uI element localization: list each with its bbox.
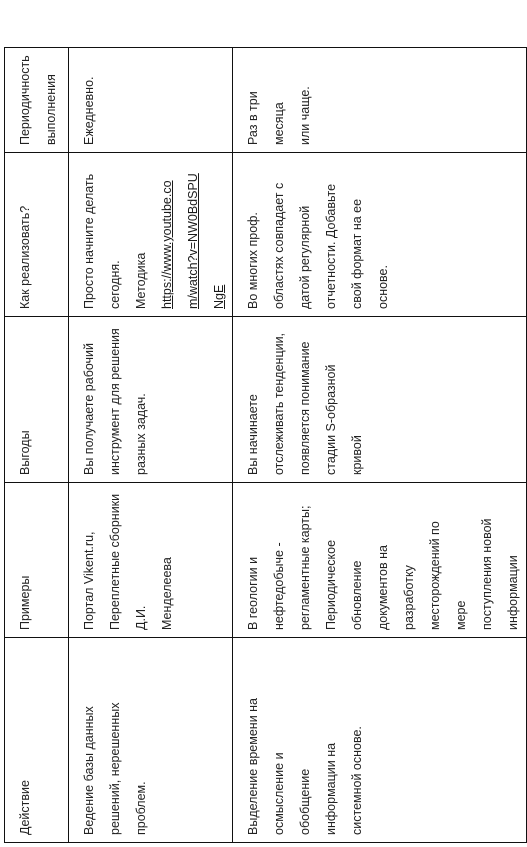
header-action: Действие — [5, 638, 69, 843]
header-examples: Примеры — [5, 483, 69, 638]
cell-periodicity: Раз в три месяца или чаще. — [233, 48, 527, 153]
cell-examples: Портал Vikent.ru, Переплетные сборники Д.И. Менделеева — [69, 483, 233, 638]
youtube-link[interactable]: https://www.youtube.co m/watch?v=NW0BdSPU NgE — [160, 173, 226, 309]
cell-periodicity: Ежедневно. — [69, 48, 233, 153]
cell-how: Во многих проф. областях совпадает с датой регулярной отчетности. Добавьте свой формат на ее основе. — [233, 153, 527, 317]
cell-action: Ведение базы данных решений, нерешенных проблем. — [69, 638, 233, 843]
table-header-row — [5, 48, 69, 843]
how-text: Просто начните делать сегодня. Методика — [82, 173, 148, 309]
practices-table — [4, 47, 527, 843]
header-periodicity: Периодичность выполнения — [5, 48, 69, 153]
cell-benefits: Вы начинаете отслеживать тенденции, появляется понимание стадии S-образной кривой — [233, 317, 527, 483]
cell-how — [69, 153, 233, 317]
table-row — [233, 48, 527, 843]
cell-benefits: Вы получаете рабочий инструмент для решения разных задач. — [69, 317, 233, 483]
table-row — [69, 48, 233, 843]
header-benefits: Выгоды — [5, 317, 69, 483]
cell-examples: В геологии и нефтедобыче - регламентные карты; Периодическое обновление документов на разработку месторождений по мере поступления новой информации — [233, 483, 527, 638]
header-how: Как реализовать? — [5, 153, 69, 317]
cell-action: Выделение времени на осмысление и обобщение информации на системной основе. — [233, 638, 527, 843]
